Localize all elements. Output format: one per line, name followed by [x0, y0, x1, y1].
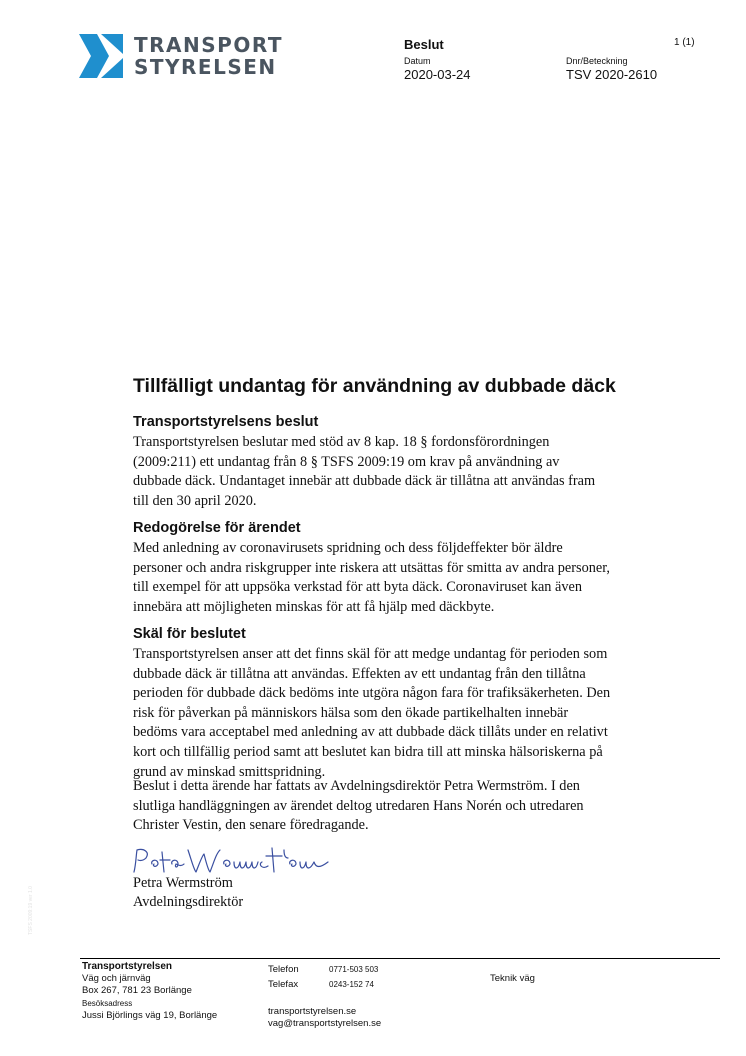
- signatory-role: Avdelningsdirektör: [133, 894, 244, 910]
- footer-visit-address: Jussi Björlings väg 19, Borlänge: [82, 1010, 218, 1021]
- datum-label: Datum: [404, 56, 431, 66]
- page-number: 1 (1): [674, 37, 695, 48]
- section-body: Beslut i detta ärende har fattats av Avdelningsdirektör Petra Wermström. I den slutliga handläggningen av ärendet deltog utredaren Hans Norén och utredaren Christer Vestin, den senare föredragande.: [133, 778, 584, 834]
- section-body: Transportstyrelsen anser att det finns skäl för att medge undantag för perioden som dubbade däck är tillåtna att användas. Effekten av ett undantag från den tillåtna perioden för dubbade däck bedöms inte utgöra någon fara för trafiksäkerheten. Den risk för påverkan på människors hälsa som den ökade partikelhalten innebär bedöms vara acceptabel med anledning av att dubbade däck tillåts under en relativt kort och tillfällig period samt att beslutet kan bidra till att minska hälsoriskerna på grund av minskad smittspridning.: [133, 646, 611, 780]
- logo-line-1: TRANSPORT: [134, 33, 283, 57]
- document-type: Beslut: [404, 37, 444, 52]
- section-reasons: [133, 626, 693, 782]
- footer-phone: 0771-503 503: [329, 965, 379, 974]
- footer-fax-label: Telefax: [268, 979, 299, 990]
- section-body: Transportstyrelsen beslutar med stöd av 8 kap. 18 § fordonsförordningen (2009:211) ett undantag från 8 § TSFS 2009:19 om krav på användning av dubbade däck. Undantaget innebär att dubbade däck är tillåtna att användas fram till den 30 april 2020.: [133, 434, 596, 509]
- section-heading: Redogörelse för ärendet: [133, 520, 301, 536]
- transportstyrelsen-logo: [79, 33, 283, 82]
- section-body: Med anledning av coronavirusets spridning och dess följdeffekter bör äldre personer och andra riskgrupper inte riskera att utsättas för smitta av andra personer, till exempel för att uppsöka verkstad för att byta däck. Coronaviruset kan även innebära att möjligheten minskas för att få hjälp med däckbyte.: [133, 540, 611, 615]
- footer-dept: Väg och järnväg: [82, 973, 151, 984]
- dnr-label: Dnr/Beteckning: [566, 56, 628, 66]
- footer-box: Box 267, 781 23 Borlänge: [82, 985, 192, 996]
- section-account: [133, 520, 693, 617]
- footer-org: Transportstyrelsen: [82, 961, 173, 972]
- footer-website-link[interactable]: transportstyrelsen.se: [268, 1006, 357, 1017]
- section-decision: [133, 414, 693, 511]
- footer-fax: 0243-152 74: [329, 980, 374, 989]
- handwritten-signature: [130, 842, 350, 878]
- footer-email-link[interactable]: vag@transportstyrelsen.se: [268, 1018, 382, 1029]
- footer-divider: [80, 958, 720, 959]
- side-watermark: TSFS 2009:19 ver 1.0: [28, 886, 34, 935]
- dnr-value: TSV 2020-2610: [566, 67, 658, 82]
- section-heading: Skäl för beslutet: [133, 626, 246, 642]
- section-decision-makers: [133, 777, 693, 836]
- logo-wordmark: [134, 34, 283, 78]
- logo-line-2: STYRELSEN: [134, 55, 277, 79]
- logo-mark-icon: [79, 34, 123, 78]
- section-heading: Transportstyrelsens beslut: [133, 414, 319, 430]
- signatory-name: Petra Wermström: [133, 875, 233, 891]
- datum-value: 2020-03-24: [404, 67, 471, 82]
- footer-phone-label: Telefon: [268, 964, 299, 975]
- document-title: Tillfälligt undantag för användning av dubbade däck: [133, 375, 616, 397]
- footer-visit-label: Besöksadress: [82, 999, 133, 1008]
- footer-unit: Teknik väg: [490, 973, 535, 984]
